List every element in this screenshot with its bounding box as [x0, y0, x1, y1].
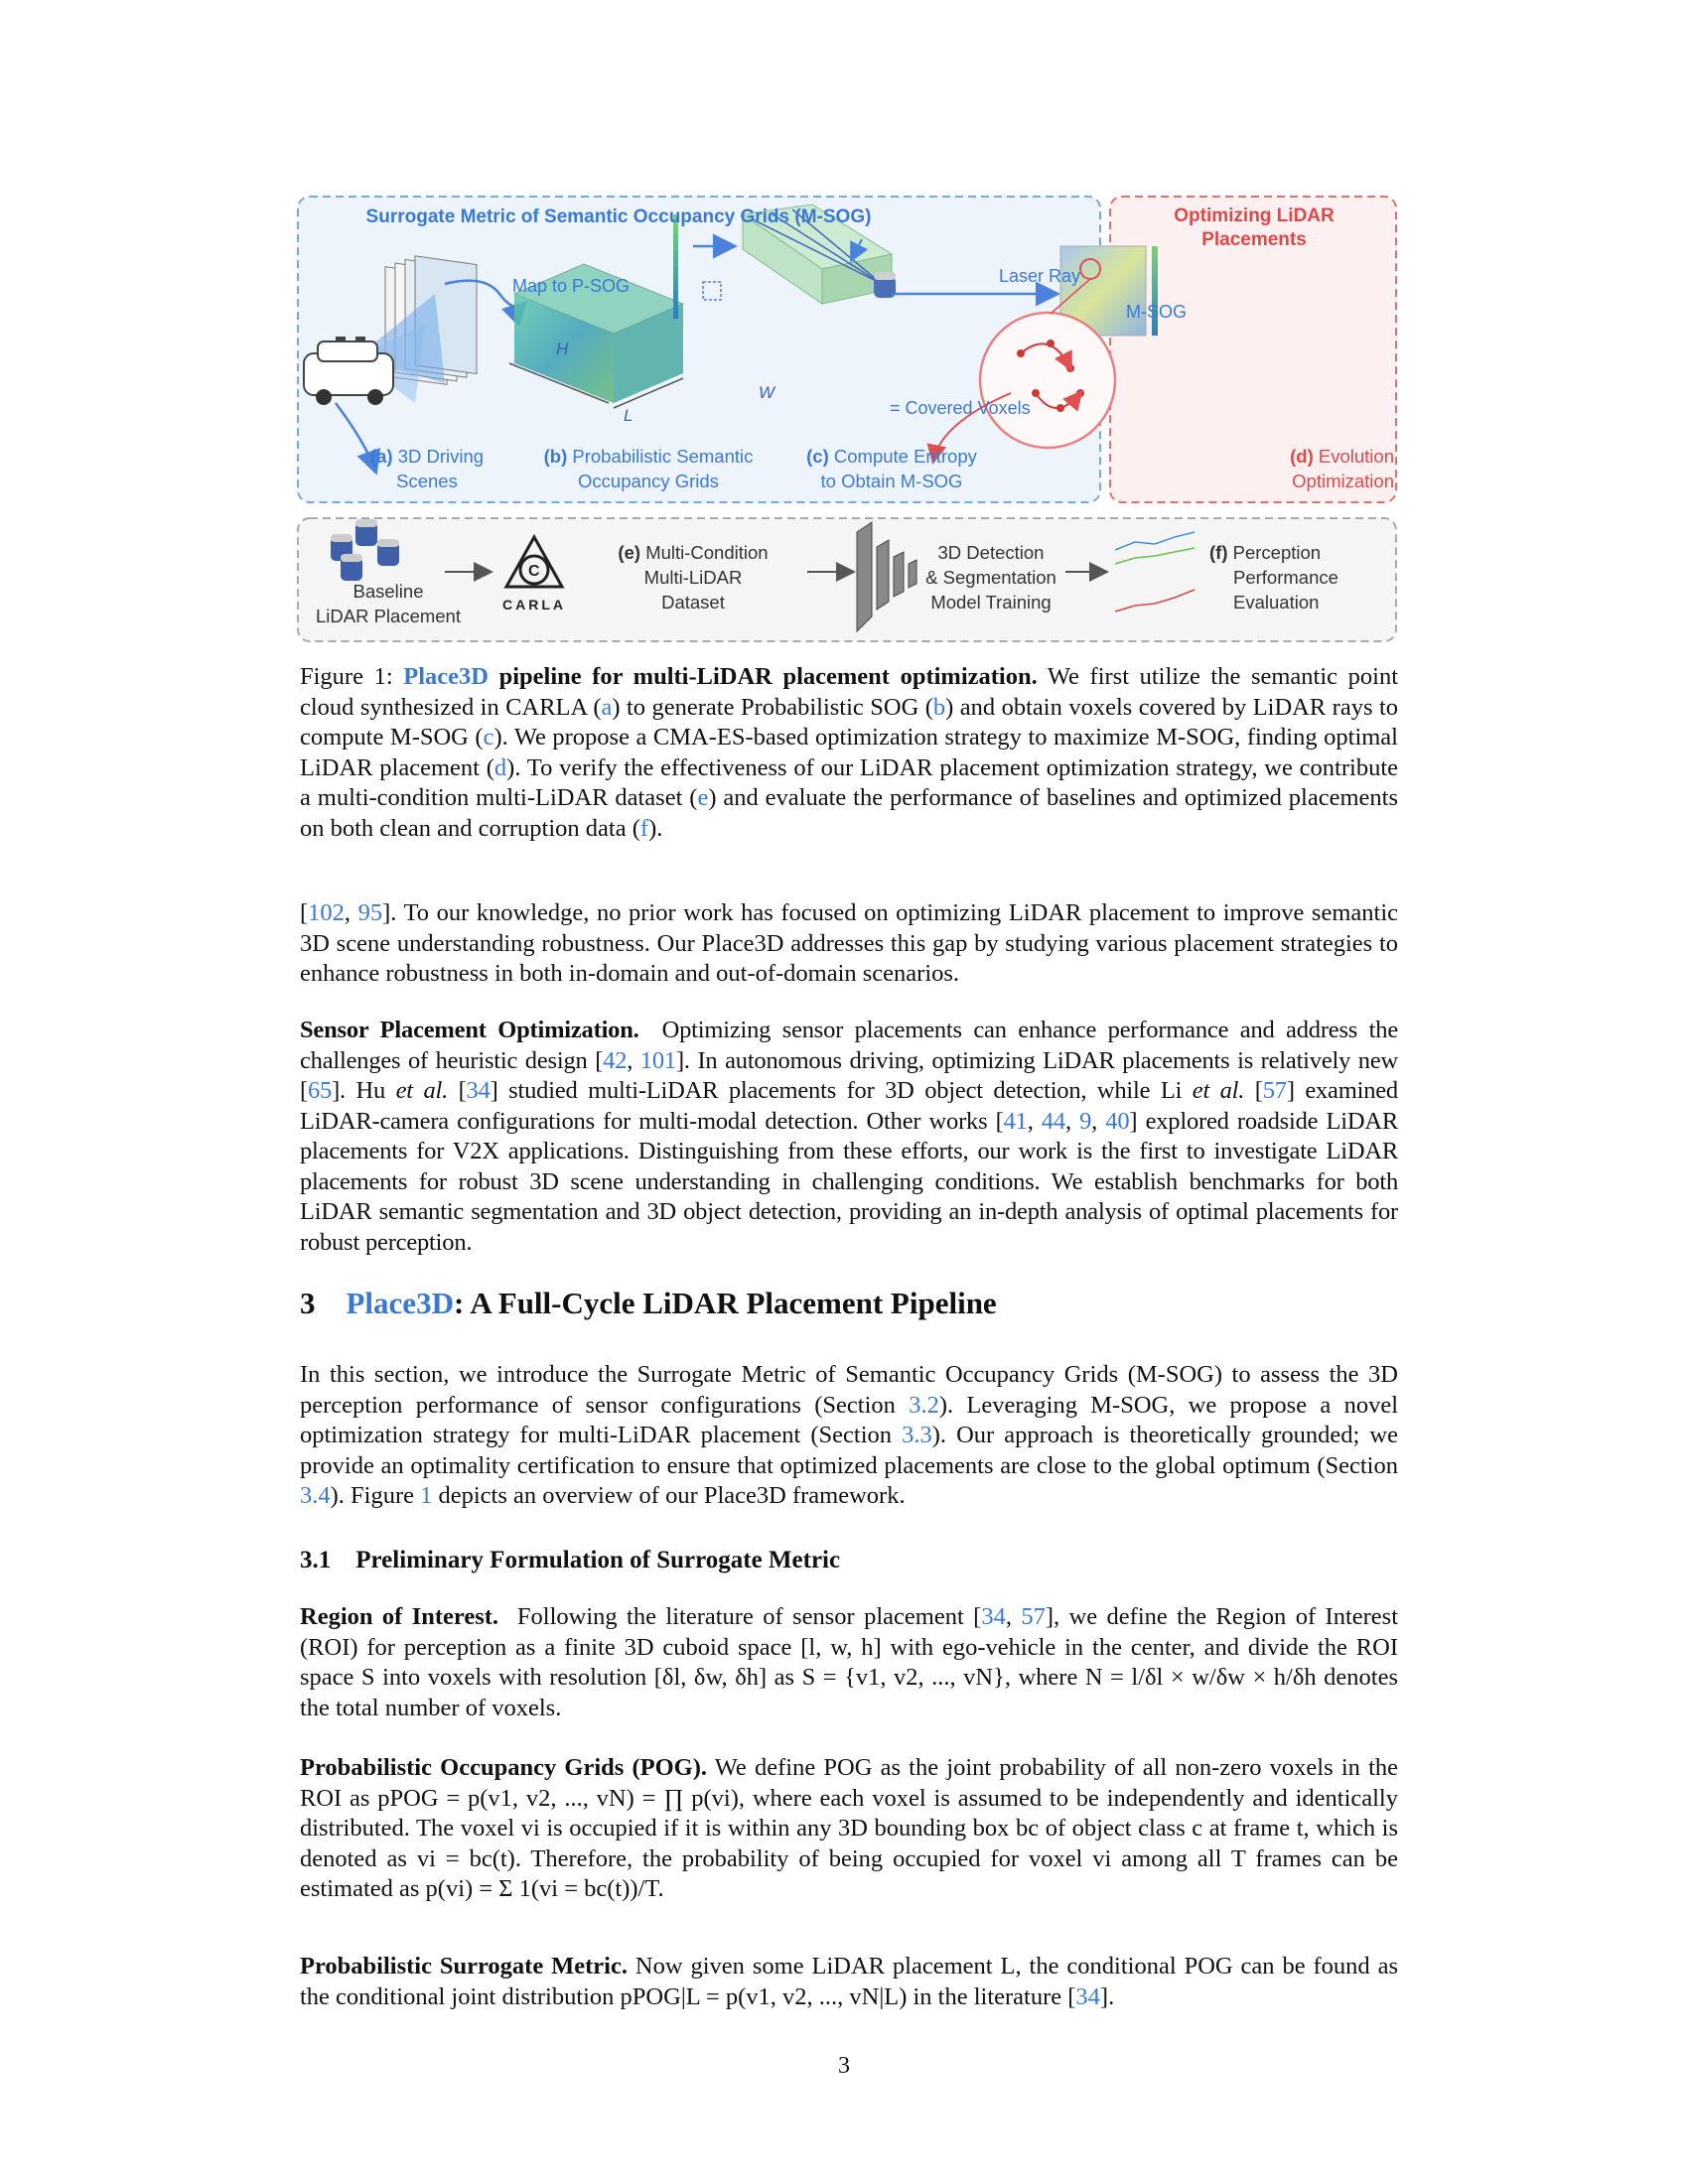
- citation-link[interactable]: 102: [308, 899, 345, 926]
- paragraph-heading: Sensor Placement Optimization.: [300, 1017, 639, 1043]
- axis-w-label: W: [759, 383, 775, 402]
- figure-caption: [300, 662, 1398, 844]
- baseline-line1: Baseline: [352, 581, 424, 602]
- caption-place3d-link[interactable]: Place3D: [403, 663, 489, 690]
- citation-link[interactable]: 95: [357, 899, 383, 926]
- label-a: [348, 444, 506, 493]
- label-d: [1249, 444, 1394, 493]
- surrogate-metric-paragraph: [300, 1952, 1398, 2012]
- paragraph-text: Following the literature of sensor placement [: [516, 1603, 982, 1630]
- label-b-tag: (b): [543, 446, 568, 467]
- citation-link[interactable]: 34: [981, 1603, 1006, 1630]
- citation-link[interactable]: 65: [307, 1077, 333, 1104]
- caption-text: ). We propose a CMA-ES-based optimization strategy to maximize M-SOG, finding optimal LiDAR placement (: [300, 724, 1398, 781]
- msog-panel-title: Surrogate Metric of Semantic Occupancy Grids (M-SOG): [365, 206, 872, 227]
- citation-link[interactable]: 101: [639, 1046, 676, 1074]
- label-b-line1: Probabilistic Semantic: [572, 446, 754, 467]
- paragraph-text: Now given some LiDAR placement L, the conditional POG can be found as the conditional joint distribution pPOG|L = p(v1, v2, ..., vN|L) in the literature [: [300, 1953, 1398, 2010]
- caption-label: Figure 1:: [300, 663, 393, 690]
- label-d-tag: (d): [1290, 446, 1314, 467]
- ref-d-link[interactable]: d: [493, 753, 507, 781]
- label-e-line1: Multi-Condition: [645, 542, 769, 563]
- laser-ray-label: Laser Ray: [999, 266, 1081, 286]
- section-link[interactable]: 3.4: [300, 1482, 331, 1509]
- et-al: et al.: [1192, 1077, 1245, 1104]
- section-3-title: [300, 1286, 997, 1321]
- paragraph-text: Optimizing sensor placements can enhance performance and address the challenges of heuristic design [: [300, 1017, 1398, 1074]
- paragraph-text: We define POG as the joint probability of all non-zero voxels in the ROI as pPOG = p(v1, v2, ..., vN) = ∏ p(vi), where each voxel is assumed to be independently and identically distributed. The voxel vi is occupied if it is within any 3D bounding box bc of object class c at frame t, which is denoted as vi = bc(t). Therefore, the probability of being occupied for voxel vi among all T frames can be estimated as p(vi) = Σ 1(vi = bc(t))/T.: [300, 1754, 1398, 1902]
- det-line1: 3D Detection: [937, 542, 1045, 563]
- label-c-line2: to Obtain M-SOG: [820, 471, 963, 491]
- ref-e-link[interactable]: e: [697, 784, 709, 811]
- paragraph-text: In this section, we introduce the Surrogate Metric of Semantic Occupancy Grids (M-SOG) to assess the 3D perception performance of sensor configurations (Section: [300, 1361, 1398, 1419]
- caption-text: We first utilize the semantic point cloud synthesized in CARLA (: [300, 663, 1399, 721]
- page-number: 3: [838, 2053, 850, 2079]
- caption-text: ) to generate Probabilistic SOG (: [612, 693, 933, 721]
- label-e-line3: Dataset: [661, 592, 725, 613]
- opt-title-line-2: Placements: [1201, 229, 1307, 250]
- label-c-tag: (c): [806, 446, 829, 467]
- label-d-line2: Optimization: [1292, 471, 1394, 491]
- evolution-circle: [980, 313, 1115, 448]
- region-of-interest-paragraph: Region of Interest. Following the literature of sensor placement [34, 57], we define the Region of Interest (ROI) for perception as a finite 3D cuboid space [l, w, h] with ego-vehicle in the center, and divide the ROI space S into voxels with resolution [δl, δw, δh] as S = {v1, v2, ..., vN}, where N = l/δl × w/δw × h/δh denotes the total number of voxels.: [300, 1603, 1399, 1721]
- msog-arrow-label: M-SOG: [1126, 302, 1187, 322]
- section-link[interactable]: 3.3: [902, 1422, 932, 1448]
- colorbar: [673, 214, 678, 319]
- label-a-line1: 3D Driving: [397, 446, 485, 467]
- citation-link[interactable]: 34: [1075, 1982, 1100, 2010]
- label-c: [792, 444, 991, 493]
- label-f-line2: Performance: [1233, 567, 1338, 588]
- label-e: [584, 540, 802, 614]
- paragraph-text: ].: [1099, 1982, 1115, 2010]
- pog-paragraph: [300, 1753, 1398, 1905]
- ref-f-link[interactable]: f: [639, 814, 649, 842]
- paragraph-text: [: [1244, 1077, 1263, 1104]
- figure-link[interactable]: 1: [420, 1482, 433, 1509]
- paragraph-text: ]. To our knowledge, no prior work has focused on optimizing LiDAR placement to improve semantic 3D scene understanding robustness. Our Place3D addresses this gap by studying various placement strategies to enhance robustness in both in-domain and out-of-domain scenarios.: [300, 899, 1399, 987]
- section-link[interactable]: 3.2: [909, 1391, 939, 1419]
- citation-link[interactable]: 41: [1003, 1107, 1028, 1135]
- section-number: 3: [300, 1286, 316, 1320]
- paragraph-heading: Probabilistic Occupancy Grids (POG).: [300, 1754, 707, 1781]
- paragraph-text: ). Our approach is theoretically grounded; we provide an optimality certification to ensure that optimized placements are close to the global optimum (Section: [300, 1422, 1398, 1479]
- paragraph-text: ] studied multi-LiDAR placements for 3D object detection, while Li: [490, 1077, 1193, 1104]
- sensor-placement-paragraph: Sensor Placement Optimization. Optimizing sensor placements can enhance performance and address the challenges of heuristic design [42, 101]. In autonomous driving, optimizing LiDAR placements is relatively new [65]. Hu et al. [34] studied multi-LiDAR placements for 3D object detection, while Li et al. [57] examined LiDAR-camera configurations for multi-modal detection. Other works [41, 44, 9, 40] explored roadside LiDAR placements for V2X applications. Distinguishing from these efforts, our work is the first to investigate LiDAR placements for robust 3D scene understanding in challenging conditions. We establish benchmarks for both LiDAR semantic segmentation and 3D object detection, providing an in-depth analysis of optimal placements for robust perception.: [300, 1017, 1399, 1256]
- baseline-line2: LiDAR Placement: [315, 606, 461, 626]
- paragraph-continuation: [102, 95]. To our knowledge, no prior work has focused on optimizing LiDAR placement to improve semantic 3D scene understanding robustness. Our Place3D addresses this gap by studying various placement strategies to enhance robustness in both in-domain and out-of-domain scenarios.: [300, 899, 1399, 987]
- axis-h-label: H: [556, 340, 569, 358]
- map-label: Map to P-SOG: [512, 276, 631, 296]
- paragraph-text: [: [448, 1077, 467, 1104]
- paragraph-heading: Region of Interest.: [300, 1603, 499, 1630]
- baseline-label: [314, 579, 463, 628]
- label-e-tag: (e): [618, 542, 641, 563]
- citation-link[interactable]: 57: [1262, 1077, 1287, 1104]
- ref-b-link[interactable]: b: [932, 693, 946, 721]
- det-line2: & Segmentation: [925, 567, 1056, 588]
- subsection-3-1-title: [300, 1547, 840, 1574]
- et-al: et al.: [395, 1077, 449, 1104]
- axis-l-label: L: [624, 406, 633, 425]
- label-a-line2: Scenes: [396, 471, 458, 491]
- svg-text:C: C: [528, 563, 540, 580]
- citation-link[interactable]: 40: [1105, 1107, 1130, 1135]
- section-3-intro: [300, 1360, 1398, 1512]
- label-f-line1: Perception: [1232, 542, 1322, 563]
- caption-text: ) and evaluate the performance of baselines and optimized placements on both clean and corruption data (: [300, 784, 1398, 842]
- label-b-line2: Occupancy Grids: [578, 471, 719, 491]
- paragraph-text: ). Leveraging M-SOG, we propose a novel optimization strategy for multi-LiDAR placement (Section: [300, 1391, 1398, 1448]
- section-place3d-link[interactable]: Place3D: [346, 1286, 454, 1320]
- covered-voxels-label: = Covered Voxels: [890, 398, 1031, 418]
- figure-1: [296, 195, 1400, 646]
- paragraph-text: ). Figure: [330, 1482, 421, 1509]
- citation-link[interactable]: 57: [1021, 1603, 1046, 1630]
- opt-title-line-1: Optimizing LiDAR: [1174, 205, 1335, 226]
- ref-a-link[interactable]: a: [601, 693, 613, 721]
- paragraph-heading: Probabilistic Surrogate Metric.: [300, 1953, 628, 1979]
- subsection-title-text: Preliminary Formulation of Surrogate Metric: [355, 1547, 841, 1573]
- citation-link[interactable]: 42: [603, 1046, 628, 1074]
- paragraph-text: ], we define the Region of Interest (ROI) for perception as a finite 3D cuboid space [l, w, h] with ego-vehicle in the center, and divide the ROI space S into voxels with resolution [δl, δw, δh] as S = {v1, v2, ..., vN}, where N = l/δl × w/δw × h/δh denotes the total number of voxels.: [300, 1603, 1399, 1721]
- label-a-tag: (a): [369, 446, 393, 467]
- label-f: [1209, 540, 1388, 614]
- label-c-line1: Compute Entropy: [833, 446, 977, 467]
- label-b: [529, 444, 768, 493]
- paragraph-text: ] explored roadside LiDAR placements for V2X applications. Distinguishing from these efforts, our work is the first to investigate LiDAR placements for robust 3D scene understanding in challenging conditions. We establish benchmarks for both LiDAR semantic segmentation and 3D object detection, providing an in-depth analysis of optimal placements for robust perception.: [300, 1107, 1399, 1256]
- subsection-number: 3.1: [300, 1547, 332, 1573]
- paragraph-text: depicts an overview of our Place3D framework.: [432, 1482, 906, 1509]
- paragraph-text: ]. Hu: [332, 1077, 396, 1104]
- det-line3: Model Training: [930, 592, 1052, 613]
- paragraph-text: ] examined LiDAR-camera configurations for multi-modal detection. Other works [: [300, 1077, 1398, 1135]
- caption-text: ). To verify the effectiveness of our LiDAR placement optimization strategy, we contribute a multi-condition multi-LiDAR dataset (: [300, 753, 1398, 811]
- carla-label: CARLA: [502, 597, 566, 613]
- caption-title: pipeline for multi-LiDAR placement optimization.: [498, 663, 1038, 690]
- citation-link[interactable]: 34: [466, 1077, 491, 1104]
- opt-panel-title: [1150, 205, 1358, 252]
- section-title-text: : A Full-Cycle LiDAR Placement Pipeline: [453, 1286, 997, 1320]
- label-d-line1: Evolution: [1318, 446, 1394, 467]
- citation-link[interactable]: 44: [1041, 1107, 1065, 1135]
- label-f-line3: Evaluation: [1233, 592, 1320, 613]
- label-e-line2: Multi-LiDAR: [643, 567, 743, 588]
- caption-text: ).: [648, 814, 663, 842]
- ref-c-link[interactable]: c: [483, 724, 494, 751]
- citation-link[interactable]: 9: [1079, 1107, 1092, 1135]
- det-label: [916, 540, 1065, 614]
- paragraph-text: ]. In autonomous driving, optimizing LiDAR placements is relatively new [: [300, 1046, 1398, 1104]
- caption-text: ) and obtain voxels covered by LiDAR rays to compute M-SOG (: [300, 693, 1399, 751]
- label-f-tag: (f): [1209, 542, 1228, 563]
